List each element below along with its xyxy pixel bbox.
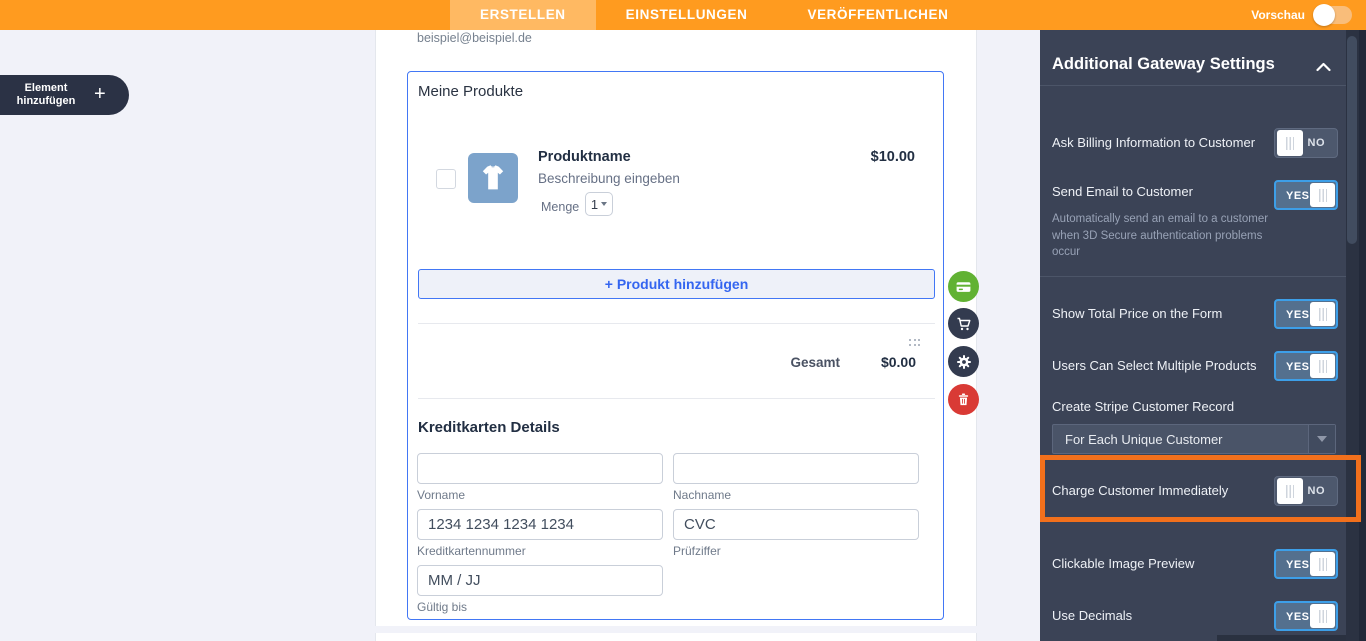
first-name-label: Vorname bbox=[417, 488, 466, 502]
toggle-knob bbox=[1310, 302, 1335, 326]
toggle-state: YES bbox=[1286, 361, 1310, 373]
email-field-value: beispiel@beispiel.de bbox=[417, 31, 532, 45]
product-price: $10.00 bbox=[870, 149, 915, 165]
setting-row-send-email bbox=[1052, 180, 1338, 258]
toggle-state: NO bbox=[1307, 137, 1325, 149]
credit-card-title: Kreditkarten Details bbox=[418, 419, 560, 436]
setting-label: Use Decimals bbox=[1052, 608, 1133, 623]
chevron-down-icon bbox=[1317, 436, 1327, 442]
setting-label: Create Stripe Customer Record bbox=[1052, 399, 1235, 414]
tab-veroeffentlichen[interactable]: VERÖFFENTLICHEN bbox=[807, 7, 949, 22]
quantity-label: Menge bbox=[541, 200, 580, 214]
header-tabs bbox=[450, 0, 978, 30]
credit-card-icon bbox=[955, 278, 972, 295]
gear-icon bbox=[956, 354, 972, 370]
setting-row-image-preview bbox=[1052, 549, 1338, 579]
use-decimals-toggle[interactable] bbox=[1274, 601, 1338, 631]
setting-label: Send Email to Customer bbox=[1052, 184, 1193, 199]
ask-billing-toggle[interactable] bbox=[1274, 128, 1338, 158]
setting-description: Automatically send an email to a customer when 3D Secure authentication problems occur bbox=[1052, 213, 1269, 258]
quantity-value: 1 bbox=[590, 196, 599, 212]
expiry-label: Gültig bis bbox=[417, 600, 468, 614]
toggle-knob bbox=[1277, 130, 1303, 156]
preview-label: Vorschau bbox=[1251, 8, 1305, 22]
preview-toggle-knob bbox=[1313, 4, 1335, 26]
charge-immediately-toggle[interactable] bbox=[1274, 476, 1338, 506]
setting-label: Ask Billing Information to Customer bbox=[1052, 135, 1256, 150]
product-image bbox=[468, 153, 518, 203]
select-value: For Each Unique Customer bbox=[1065, 432, 1223, 447]
settings-button[interactable] bbox=[948, 346, 979, 377]
panel-title: Additional Gateway Settings bbox=[1052, 55, 1275, 73]
highlight-annotation bbox=[1040, 455, 1361, 522]
add-product-button[interactable]: + Produkt hinzufügen bbox=[418, 269, 935, 299]
cart-icon bbox=[956, 316, 972, 332]
total-label: Gesamt bbox=[790, 355, 840, 370]
drag-handle-icon[interactable] bbox=[909, 339, 921, 348]
send-email-toggle[interactable] bbox=[1274, 180, 1338, 210]
setting-row-stripe-record bbox=[1052, 392, 1338, 412]
preview-control bbox=[1251, 0, 1352, 30]
product-name: Produktname bbox=[538, 149, 631, 165]
stripe-record-select[interactable] bbox=[1052, 424, 1336, 454]
toggle-knob bbox=[1277, 478, 1303, 504]
toggle-knob bbox=[1310, 552, 1335, 576]
last-name-label: Nachname bbox=[673, 488, 732, 502]
panel-divider bbox=[1040, 85, 1346, 86]
toggle-knob bbox=[1310, 354, 1335, 378]
panel-bottom-strip bbox=[1217, 635, 1366, 641]
divider bbox=[418, 398, 935, 399]
setting-row-show-total bbox=[1052, 299, 1338, 329]
show-total-toggle[interactable] bbox=[1274, 299, 1338, 329]
product-description-placeholder[interactable]: Beschreibung eingeben bbox=[538, 171, 680, 186]
divider bbox=[418, 323, 935, 324]
panel-divider bbox=[1040, 276, 1346, 277]
tab-einstellungen[interactable]: EINSTELLUNGEN bbox=[625, 7, 748, 22]
toggle-state: YES bbox=[1286, 190, 1310, 202]
panel-scrollbar-thumb[interactable] bbox=[1347, 36, 1357, 244]
card-number-input[interactable] bbox=[417, 509, 663, 540]
toggle-knob bbox=[1310, 183, 1335, 207]
setting-row-use-decimals bbox=[1052, 601, 1338, 631]
preview-toggle[interactable] bbox=[1314, 6, 1352, 24]
setting-row-multiple-products bbox=[1052, 351, 1338, 381]
setting-row-ask-billing bbox=[1052, 128, 1338, 158]
add-element-label: Element hinzufügen bbox=[16, 82, 76, 107]
setting-label: Show Total Price on the Form bbox=[1052, 306, 1223, 321]
toggle-knob bbox=[1310, 604, 1335, 628]
card-number-label: Kreditkartennummer bbox=[417, 544, 526, 558]
expiry-input[interactable] bbox=[417, 565, 663, 596]
collapse-chevron-icon[interactable] bbox=[1316, 62, 1331, 72]
setting-label: Users Can Select Multiple Products bbox=[1052, 358, 1257, 373]
toggle-state: NO bbox=[1307, 485, 1325, 497]
last-name-input[interactable] bbox=[673, 453, 919, 484]
cvc-input[interactable] bbox=[673, 509, 919, 540]
window-scrollbar-edge bbox=[1359, 30, 1366, 641]
quantity-select[interactable] bbox=[585, 192, 613, 216]
tab-erstellen[interactable]: ERSTELLEN bbox=[450, 0, 596, 30]
toggle-state: YES bbox=[1286, 611, 1310, 623]
tshirt-icon bbox=[476, 161, 510, 195]
cvc-label: Prüfziffer bbox=[673, 544, 721, 558]
payment-field-selected[interactable] bbox=[407, 71, 944, 620]
toggle-state: YES bbox=[1286, 559, 1310, 571]
card-section-gap bbox=[375, 626, 977, 633]
trash-icon bbox=[956, 392, 971, 407]
cart-button[interactable] bbox=[948, 308, 979, 339]
products-title: Meine Produkte bbox=[418, 83, 524, 100]
setting-label: Clickable Image Preview bbox=[1052, 556, 1195, 571]
delete-button[interactable] bbox=[948, 384, 979, 415]
select-arrow-box bbox=[1308, 425, 1335, 453]
setting-label: Charge Customer Immediately bbox=[1052, 483, 1229, 498]
top-header bbox=[0, 0, 1366, 30]
first-name-input[interactable] bbox=[417, 453, 663, 484]
plus-icon: + bbox=[94, 82, 106, 105]
toggle-state: YES bbox=[1286, 309, 1310, 321]
add-element-button[interactable] bbox=[0, 75, 129, 115]
chevron-down-icon bbox=[601, 202, 607, 206]
multiple-products-toggle[interactable] bbox=[1274, 351, 1338, 381]
payment-wizard-button[interactable] bbox=[948, 271, 979, 302]
image-preview-toggle[interactable] bbox=[1274, 549, 1338, 579]
total-value: $0.00 bbox=[880, 354, 916, 370]
product-checkbox[interactable] bbox=[436, 169, 456, 189]
